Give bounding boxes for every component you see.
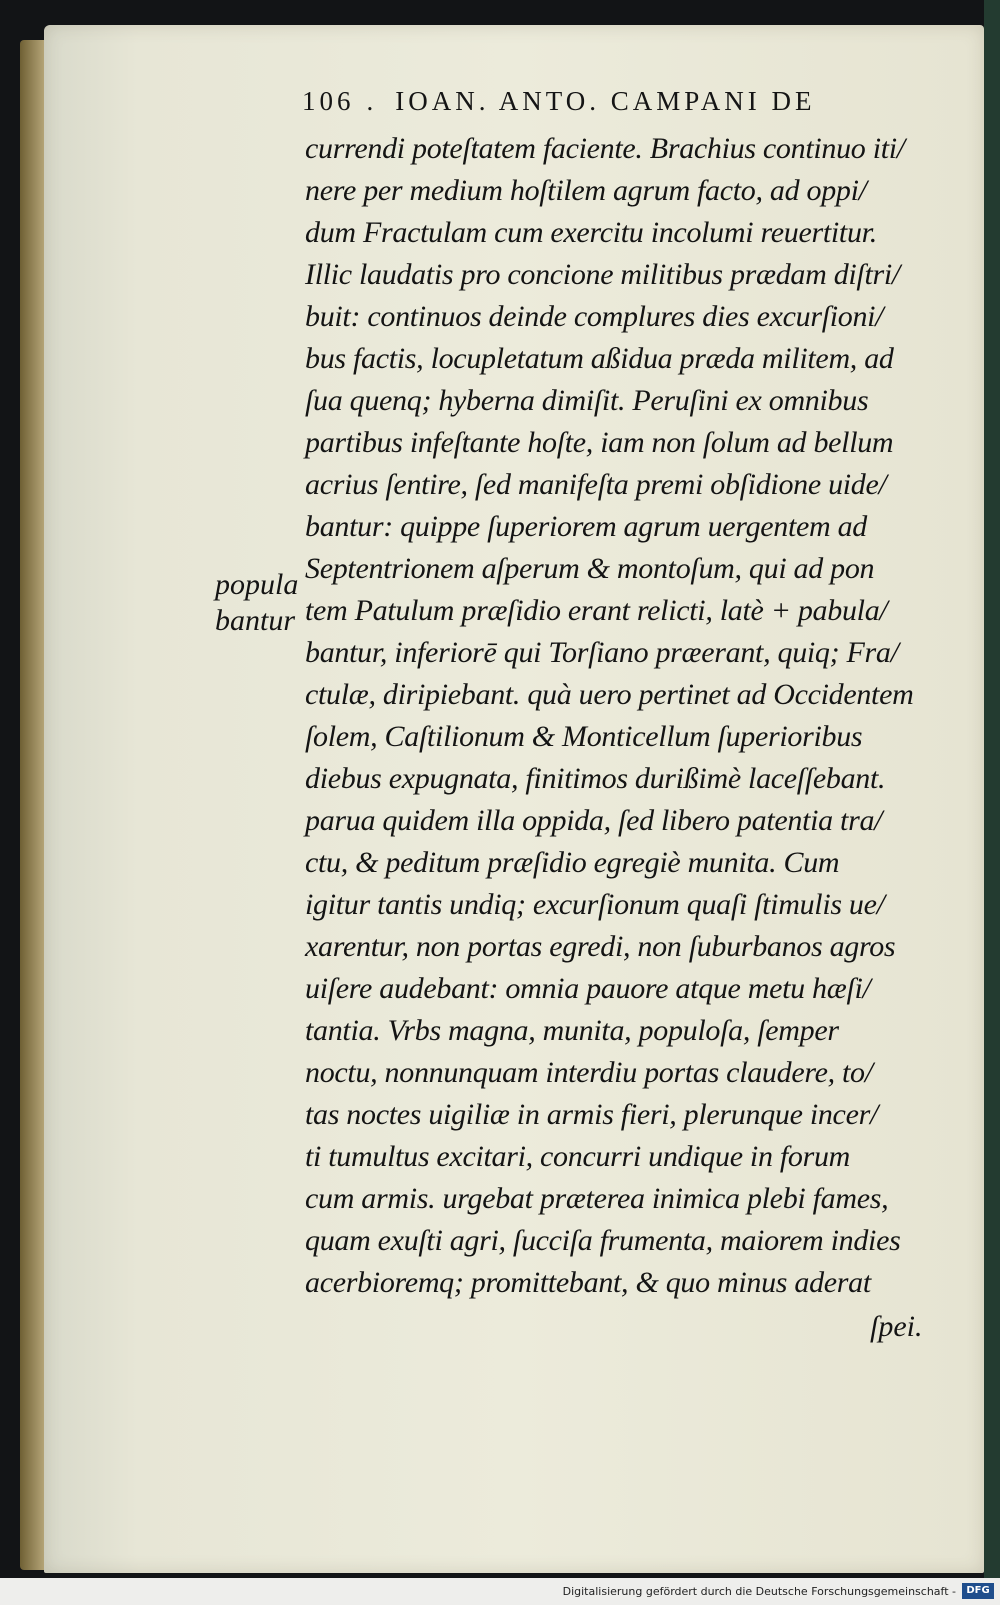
text-line: ctulæ, diripiebant. quà uero pertinet ad Occidentem — [305, 678, 914, 711]
footer-credit: Digitalisierung gefördert durch die Deutsche Forschungsgemeinschaft - — [562, 1585, 956, 1598]
text-line: nere per medium hoſtilem agrum facto, ad oppi/ — [305, 174, 867, 207]
text-line: tem Patulum præſidio erant relicti, latè + pabula/ — [305, 594, 888, 627]
text-line: bus factis, locupletatum aßidua præda militem, ad — [305, 342, 894, 375]
running-head — [302, 86, 902, 117]
text-line: ti tumultus excitari, concurri undique in forum — [305, 1140, 851, 1173]
text-line: Illic laudatis pro concione militibus prædam diſtri/ — [305, 258, 900, 291]
marginal-note-line: bantur — [215, 604, 296, 637]
text-line: igitur tantis undiq; excurſionum quaſi ſtimulis ue/ — [305, 888, 885, 921]
text-line: partibus infeſtante hoſte, iam non ſolum ad bellum — [305, 426, 894, 459]
book-binding-edge — [984, 0, 1000, 1578]
text-line: Septentrionem aſperum & montoſum, qui ad pon — [305, 552, 875, 585]
text-line: tantia. Vrbs magna, munita, populoſa, ſemper — [305, 1014, 839, 1047]
text-line: ſolem, Caſtilionum & Monticellum ſuperioribus — [305, 720, 863, 753]
text-line: ctu, & peditum præſidio egregiè munita. Cum — [305, 846, 840, 879]
text-line: parua quidem illa oppida, ſed libero patentia tra/ — [305, 804, 883, 837]
dfg-logo: DFG — [962, 1583, 994, 1599]
text-line: acerbioremq; promittebant, & quo minus aderat — [305, 1266, 871, 1299]
text-line: dum Fractulam cum exercitu incolumi reuertitur. — [305, 216, 877, 249]
page-number: 106 — [302, 86, 355, 116]
text-line: bantur: quippe ſuperiorem agrum uergentem ad — [305, 510, 868, 543]
catchword: ſpei. — [870, 1310, 923, 1343]
running-title: IOAN. ANTO. CAMPANI DE — [395, 86, 816, 116]
text-line: bantur, inferiorē qui Torſiano præerant, quiq; Fra/ — [305, 636, 899, 669]
text-line: uiſere audebant: omnia pauore atque metu hæſi/ — [305, 972, 871, 1005]
text-line: ſua quenq; hyberna dimiſit. Peruſini ex omnibus — [305, 384, 869, 417]
text-line: noctu, nonnunquam interdiu portas claudere, to/ — [305, 1056, 873, 1089]
text-line: buit: continuos deinde complures dies excurſioni/ — [305, 300, 884, 333]
marginal-note — [215, 567, 305, 639]
text-line: quam exuſti agri, ſucciſa frumenta, maiorem indies — [305, 1224, 901, 1257]
text-line: cum armis. urgebat præterea inimica plebi fames, — [305, 1182, 889, 1215]
text-line: currendi poteſtatem faciente. Brachius continuo iti/ — [305, 132, 905, 165]
text-line: xarentur, non portas egredi, non ſuburbanos agros — [305, 930, 896, 963]
text-line: diebus expugnata, finitimos durißimè laceſſebant. — [305, 762, 886, 795]
text-line: acrius ſentire, ſed manifeſta premi obſidione uide/ — [305, 468, 887, 501]
marginal-note-line: popula — [215, 568, 299, 601]
header-separator: . — [366, 86, 378, 116]
text-line: tas noctes uigiliæ in armis fieri, plerunque incer/ — [305, 1098, 878, 1131]
body-text — [305, 128, 935, 1304]
